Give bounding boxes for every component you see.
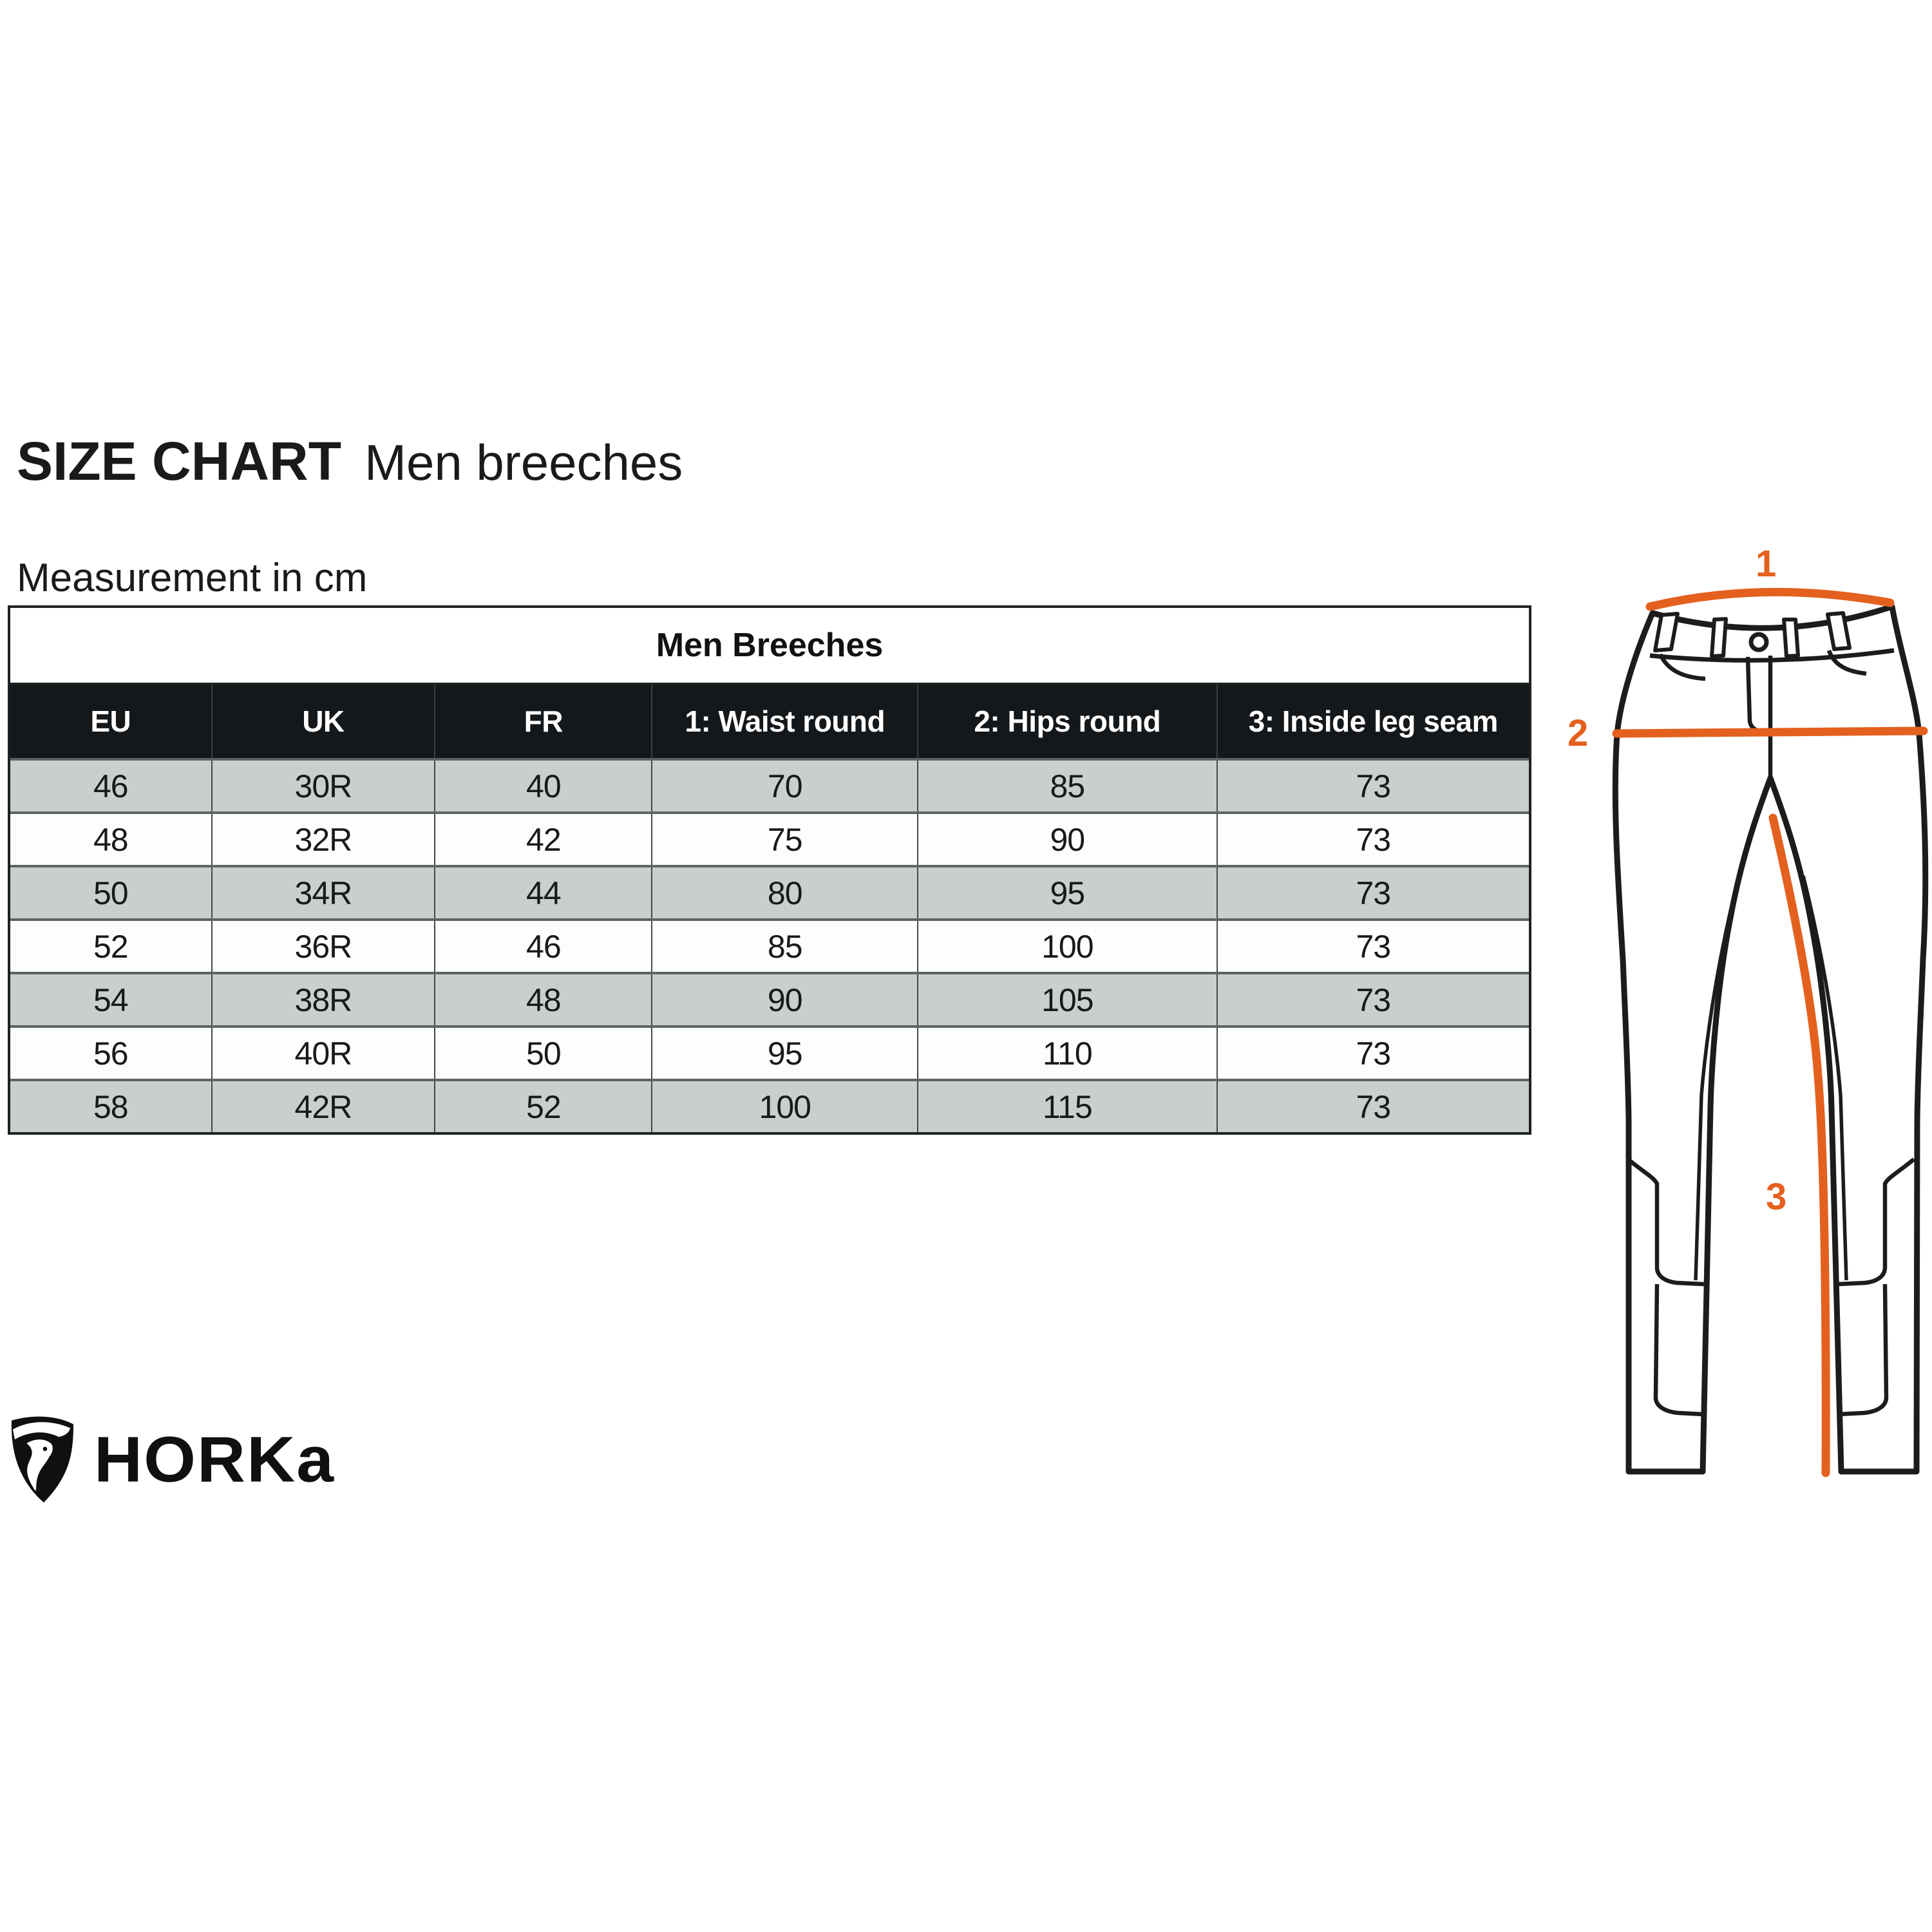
column-header: 2: Hips round [918,685,1218,758]
table-cell: 44 [435,867,652,918]
table-cell: 56 [10,1028,213,1079]
table-cell: 46 [435,921,652,972]
table-cell: 110 [918,1028,1218,1079]
table-header-row [10,683,1529,758]
table-row [10,918,1529,972]
table-cell: 105 [918,974,1218,1025]
label-hips: 2 [1567,712,1589,754]
table-cell: 42 [435,814,652,865]
table-row [10,758,1529,811]
table-cell: 73 [1356,875,1391,911]
table-body [10,758,1529,1132]
brand-name: HORKa [94,1423,336,1496]
page-title [17,430,683,493]
table-cell: 50 [435,1028,652,1079]
button-icon [1751,634,1766,650]
table-cell: 73 [1356,1035,1391,1072]
table-cell: 30R [213,761,436,811]
table-cell: 52 [10,921,213,972]
table-cell: 42R [213,1081,436,1132]
label-waist: 1 [1756,543,1777,585]
table-cell: 40 [435,761,652,811]
table-row [10,811,1529,865]
table-cell: 115 [918,1081,1218,1132]
table-cell: 52 [435,1081,652,1132]
table-cell: 54 [10,974,213,1025]
table-cell: 90 [652,974,918,1025]
column-header: EU [10,685,213,758]
table-cell: 73 [1356,928,1391,965]
table-cell: 50 [10,867,213,918]
table-cell: 38R [213,974,436,1025]
table-cell: 73 [1356,768,1391,804]
table-cell: 90 [918,814,1218,865]
table-cell: 100 [918,921,1218,972]
table-cell: 48 [10,814,213,865]
measurement-note: Measurement in cm [17,556,368,600]
table-cell: 75 [652,814,918,865]
table-row [10,1025,1529,1079]
table-cell: 34R [213,867,436,918]
breeches-diagram [1539,541,1932,1494]
table-cell: 73 [1356,821,1391,858]
table-row [10,972,1529,1025]
label-inseam: 3 [1766,1176,1787,1218]
table-cell: 36R [213,921,436,972]
hips-measure-line [1616,731,1924,734]
table-cell: 85 [918,761,1218,811]
table-row [10,865,1529,918]
horse-shield-icon [8,1414,77,1506]
table-caption: Men Breeches [656,627,884,664]
table-cell: 40R [213,1028,436,1079]
table-cell: 73 [1356,1088,1391,1125]
table-cell: 73 [1356,981,1391,1018]
column-header: 3: Inside leg seam [1248,705,1498,738]
table-cell: 46 [10,761,213,811]
size-table [8,605,1531,1135]
table-cell: 95 [652,1028,918,1079]
column-header: FR [435,685,652,758]
table-cell: 58 [10,1081,213,1132]
table-cell: 100 [652,1081,918,1132]
table-cell: 95 [918,867,1218,918]
table-cell: 48 [435,974,652,1025]
page-title-sub: Men breeches [365,434,683,491]
waist-measure-line [1650,592,1890,607]
brand-logo [8,1414,335,1506]
table-row [10,1079,1529,1132]
table-cell: 85 [652,921,918,972]
table-cell: 32R [213,814,436,865]
table-cell: 80 [652,867,918,918]
column-header: 1: Waist round [652,685,918,758]
table-cell: 70 [652,761,918,811]
column-header: UK [213,685,436,758]
page-title-main: SIZE CHART [17,431,341,491]
